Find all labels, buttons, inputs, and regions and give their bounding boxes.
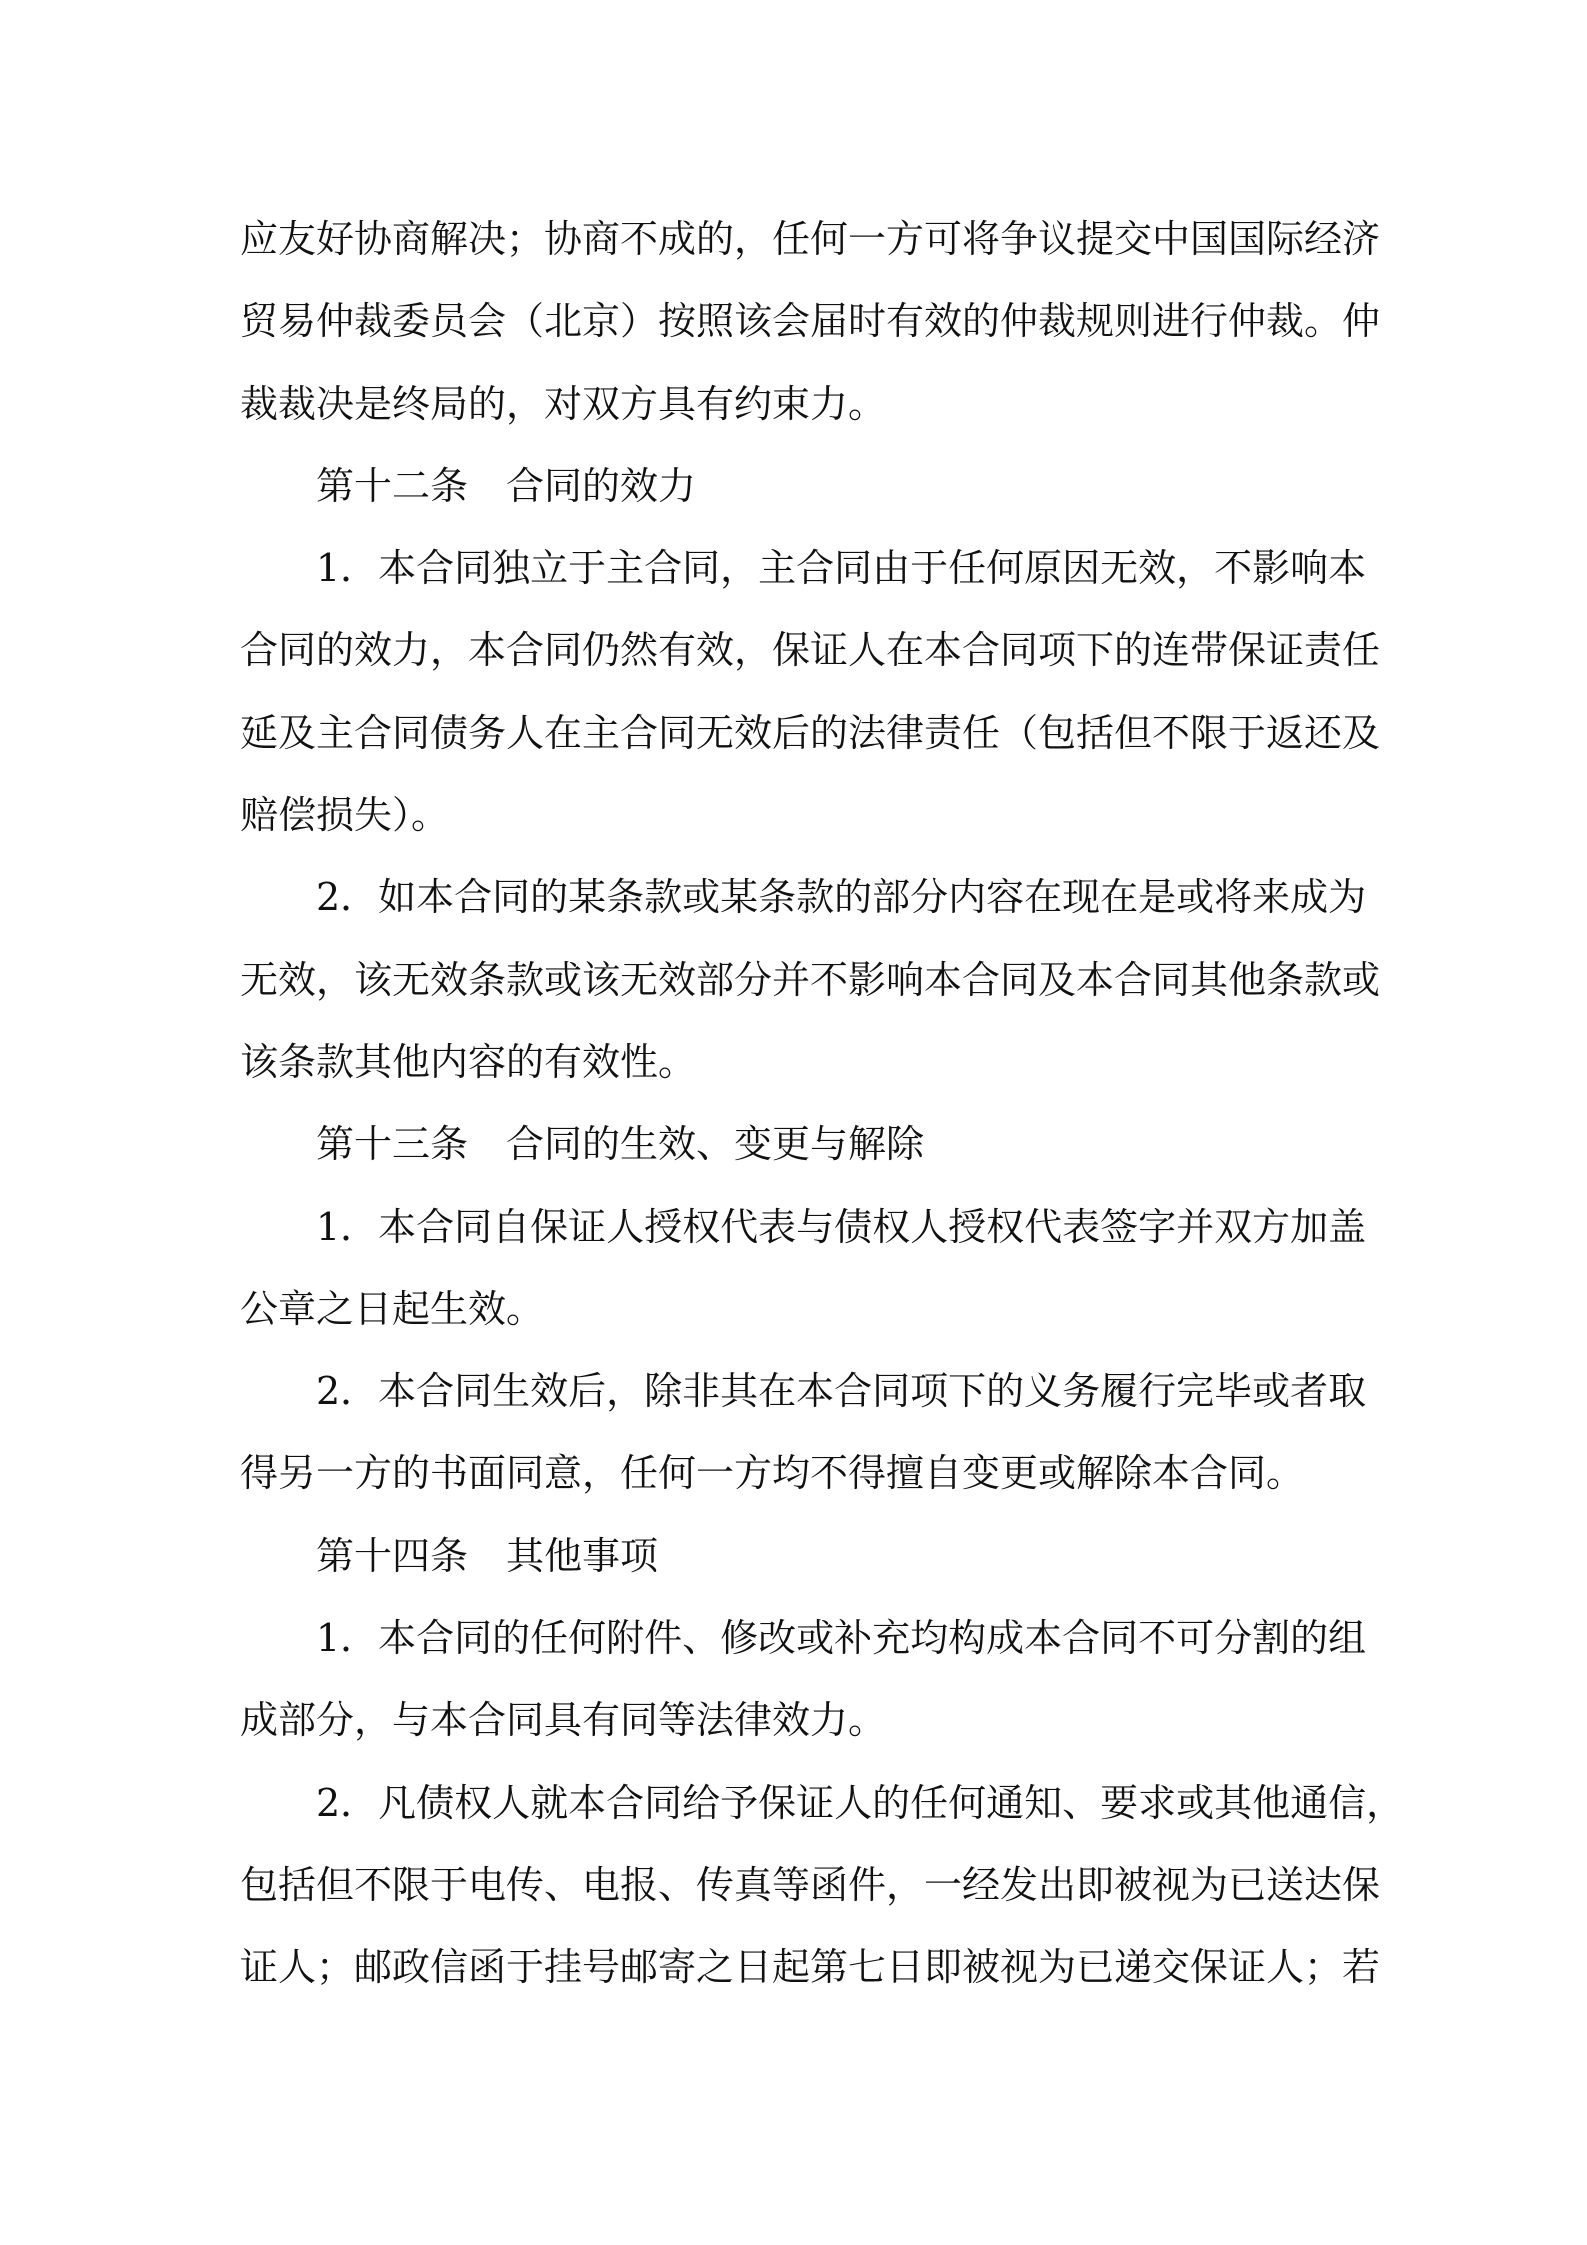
text-line: 2．本合同生效后，除非其在本合同项下的义务履行完毕或者取 [316, 1369, 1367, 1414]
text-line: 2．如本合同的某条款或某条款的部分内容在现在是或将来成为 [316, 875, 1367, 920]
article-14 [240, 1515, 1405, 2009]
article-13 [240, 1103, 1367, 1514]
clause-paragraph [240, 527, 1381, 856]
text-line: 无效，该无效条款或该无效部分并不影响本合同及本合同其他条款或 [240, 957, 1381, 1002]
article-12 [240, 445, 1381, 1103]
clause-paragraph [240, 1186, 1367, 1351]
article-heading: 第十三条 合同的生效、变更与解除 [316, 1122, 925, 1167]
text-line: 得另一方的书面同意，任何一方均不得擅自变更或解除本合同。 [240, 1451, 1305, 1496]
text-line: 证人；邮政信函于挂号邮寄之日起第七日即被视为已递交保证人；若 [240, 1945, 1381, 1990]
clause-paragraph [240, 1762, 1405, 2009]
text-line: 2．凡债权人就本合同给予保证人的任何通知、要求或其他通信， [316, 1780, 1405, 1825]
text-line: 赔偿损失）。 [240, 793, 450, 838]
clause-paragraph [240, 1597, 1367, 1762]
text-line: 成部分，与本合同具有同等法律效力。 [240, 1698, 887, 1743]
text-line: 1．本合同独立于主合同，主合同由于任何原因无效，不影响本 [316, 546, 1367, 591]
clause-paragraph [240, 856, 1381, 1103]
clause-paragraph [240, 1350, 1367, 1515]
intro-paragraph [240, 198, 1381, 445]
text-line: 1．本合同自保证人授权代表与债权人授权代表签字并双方加盖 [316, 1204, 1367, 1249]
text-line: 1．本合同的任何附件、修改或补充均构成本合同不可分割的组 [316, 1616, 1367, 1661]
text-line: 裁裁决是终局的，对双方具有约束力。 [240, 381, 887, 426]
text-line: 该条款其他内容的有效性。 [240, 1039, 697, 1084]
text-line: 公章之日起生效。 [240, 1286, 545, 1331]
text-line: 合同的效力，本合同仍然有效，保证人在本合同项下的连带保证责任 [240, 628, 1381, 673]
article-heading: 第十二条 合同的效力 [316, 463, 697, 508]
text-line: 贸易仲裁委员会（北京）按照该会届时有效的仲裁规则进行仲裁。仲 [240, 299, 1381, 344]
document-body [240, 198, 1405, 2009]
text-line: 包括但不限于电传、电报、传真等函件，一经发出即被视为已送达保 [240, 1862, 1381, 1907]
text-line: 延及主合同债务人在主合同无效后的法律责任（包括但不限于返还及 [240, 710, 1381, 755]
text-line: 应友好协商解决；协商不成的，任何一方可将争议提交中国国际经济 [240, 217, 1381, 261]
article-heading: 第十四条 其他事项 [316, 1533, 659, 1578]
